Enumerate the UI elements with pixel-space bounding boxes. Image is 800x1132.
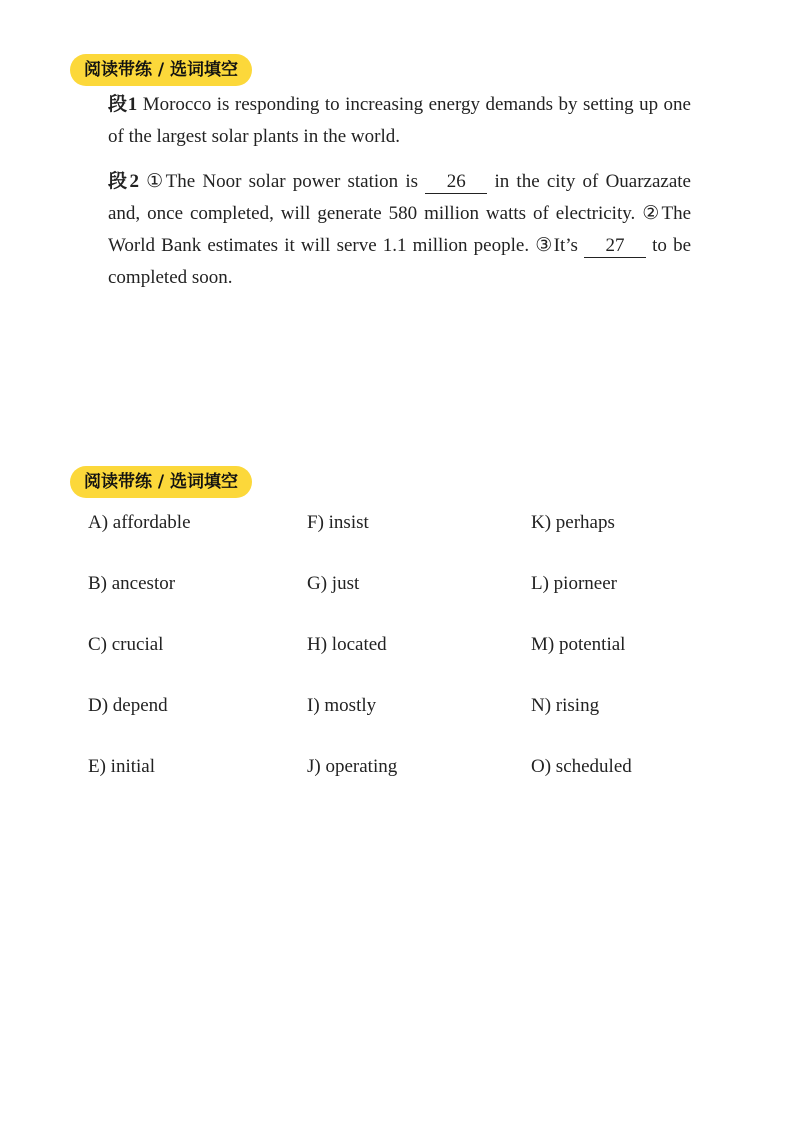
option-l[interactable]: L) piorneer	[531, 573, 617, 594]
option-i[interactable]: I) mostly	[307, 695, 377, 716]
option-f[interactable]: F) insist	[307, 512, 369, 533]
option-b[interactable]: B) ancestor	[88, 573, 176, 594]
option-k[interactable]: K) perhaps	[531, 512, 615, 533]
blank-26[interactable]: 26	[425, 171, 487, 194]
section-tag-word-bank: 阅读带练 / 选词填空	[70, 466, 252, 498]
paragraph-2	[108, 166, 691, 294]
word-bank-options	[88, 512, 711, 817]
option-n[interactable]: N) rising	[531, 695, 600, 716]
paragraph-1-text: Morocco is responding to increasing energy demands by setting up one of the largest solar plants in the world.	[108, 94, 691, 147]
option-h[interactable]: H) located	[307, 634, 387, 655]
paragraph-1-label: 段1	[108, 94, 138, 115]
section-tag-reading: 阅读带练 / 选词填空	[70, 54, 252, 86]
option-j[interactable]: J) operating	[307, 756, 398, 777]
paragraph-2-text-part1: ①The Noor solar power station is	[138, 171, 426, 192]
paragraph-2-label: 段2	[108, 171, 139, 192]
option-a[interactable]: A) affordable	[88, 512, 191, 533]
option-o[interactable]: O) scheduled	[531, 756, 632, 777]
paragraph-2-text-part3: to be completed soon.	[108, 235, 691, 288]
option-g[interactable]: G) just	[307, 573, 360, 594]
blank-27[interactable]: 27	[584, 235, 646, 258]
option-e[interactable]: E) initial	[88, 756, 156, 777]
paragraph-1	[108, 89, 691, 153]
option-c[interactable]: C) crucial	[88, 634, 164, 655]
option-m[interactable]: M) potential	[531, 634, 626, 655]
option-d[interactable]: D) depend	[88, 695, 168, 716]
paragraph-2-text-part2: in the city of Ouarzazate and, once completed, will generate 580 million watts of electricity. ②The World Bank estimates it will serve 1.1 million people. ③It’s	[108, 171, 691, 256]
